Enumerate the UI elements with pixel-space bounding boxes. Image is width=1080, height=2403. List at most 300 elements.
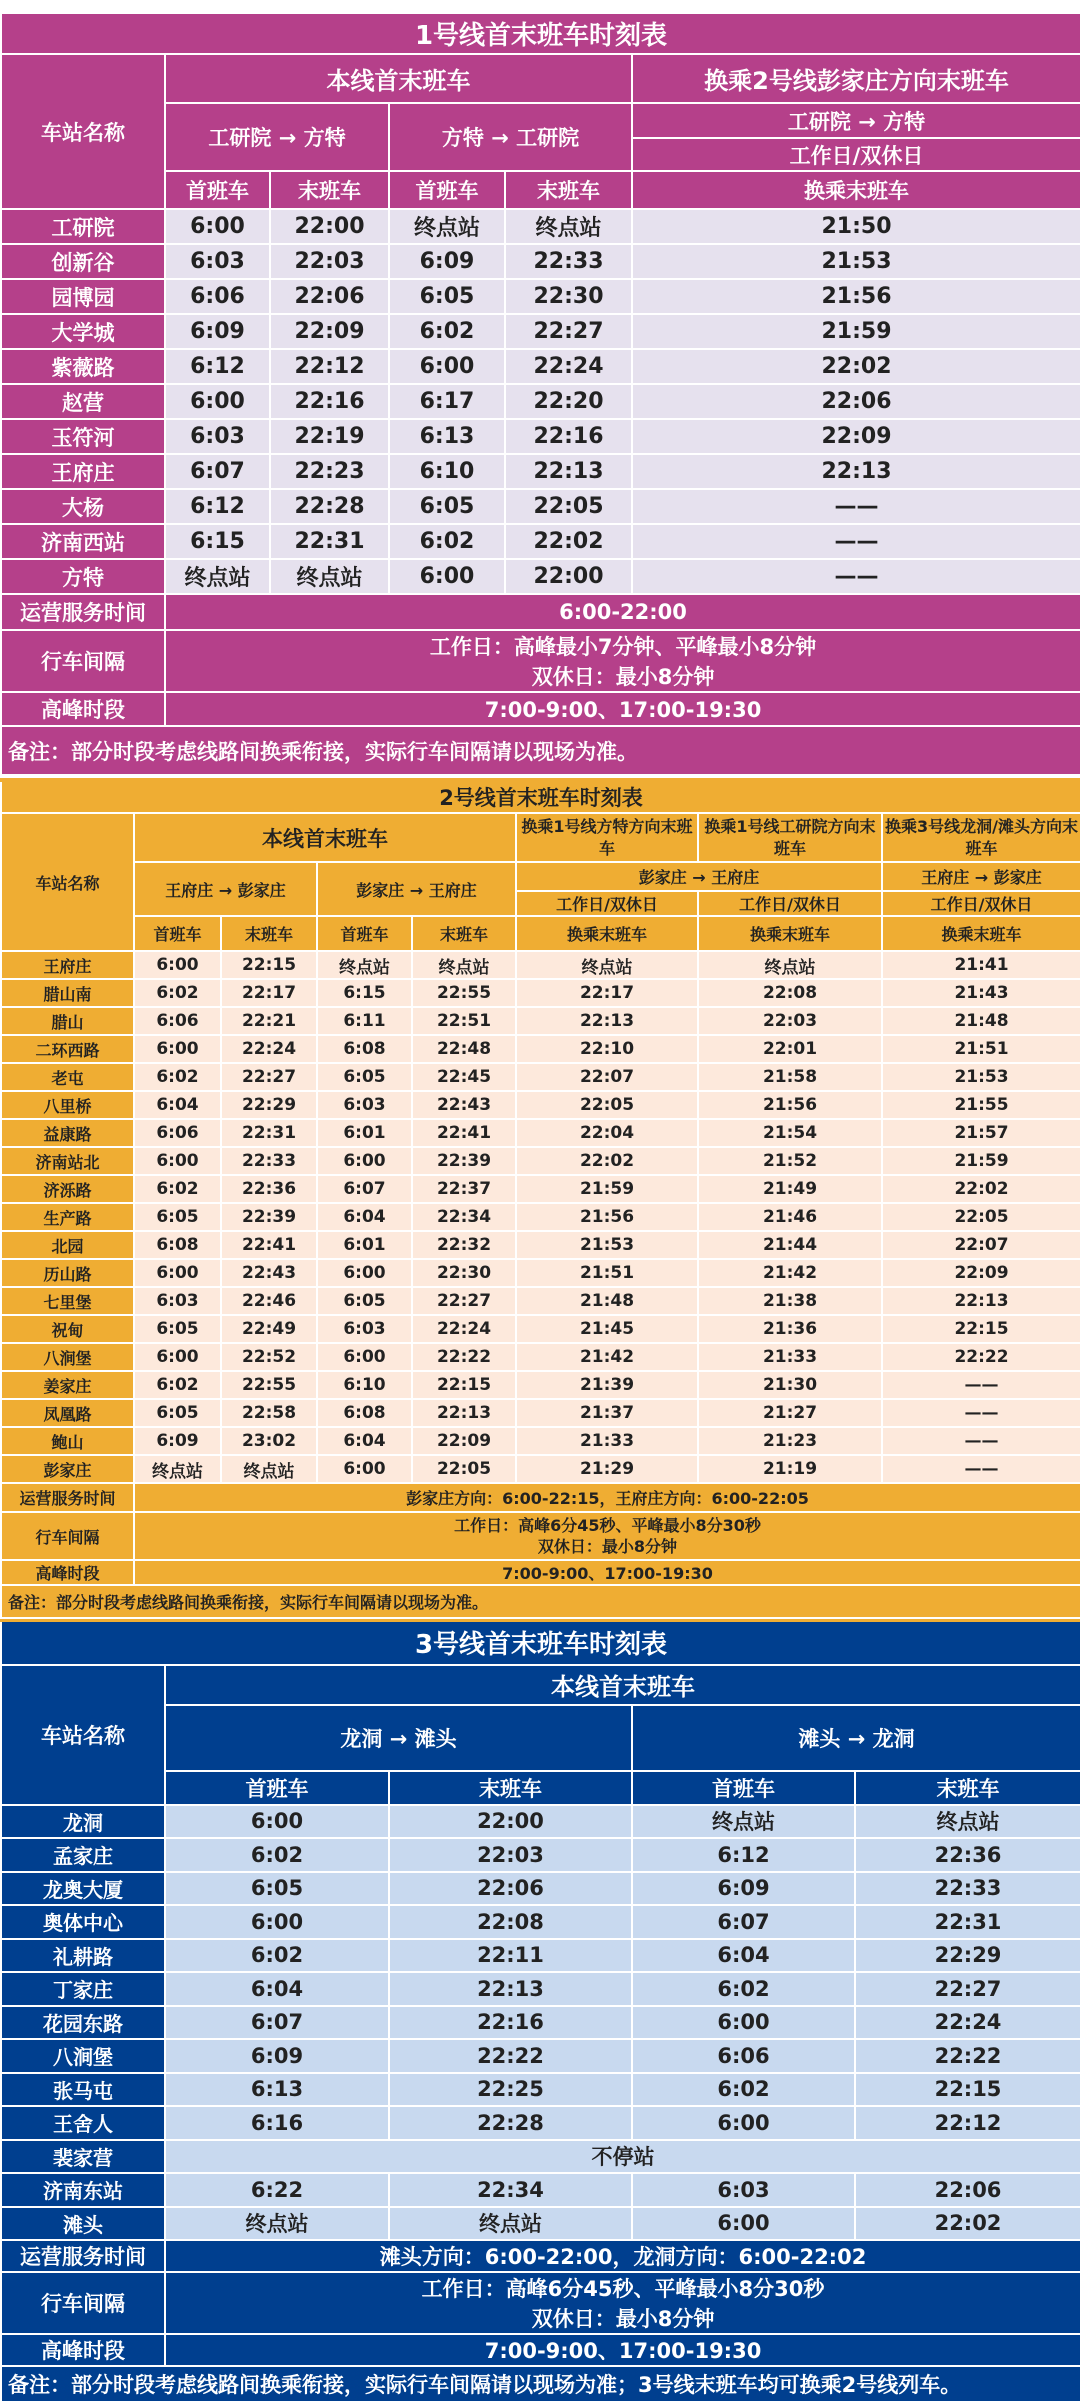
table-row [1, 979, 1080, 1007]
time-cell: 21:42 [698, 1259, 882, 1287]
table-row [1, 1427, 1080, 1455]
time-cell: 6:12 [165, 349, 270, 384]
time-cell: 6:05 [134, 1203, 221, 1231]
time-cell: 22:13 [882, 1287, 1080, 1315]
time-cell: 21:38 [698, 1287, 882, 1315]
first-train-header: 首班车 [134, 916, 221, 951]
own-line-header: 本线首末班车 [134, 813, 516, 862]
table-row [1, 1007, 1080, 1035]
station-name: 赵营 [1, 384, 165, 419]
time-cell: 22:33 [505, 244, 632, 279]
time-cell: 21:46 [698, 1203, 882, 1231]
station-name: 裴家营 [1, 2140, 165, 2174]
time-cell: 6:16 [165, 2106, 389, 2140]
time-cell: 6:00 [632, 2006, 855, 2040]
time-cell: 6:09 [632, 1872, 855, 1906]
station-name: 创新谷 [1, 244, 165, 279]
time-cell: 6:11 [317, 1007, 412, 1035]
peak-label: 高峰时段 [1, 692, 165, 726]
last-train-header: 末班车 [270, 171, 389, 209]
last-train-header: 末班车 [855, 1771, 1080, 1805]
time-cell: 22:17 [221, 979, 317, 1007]
line2-title: 2号线首末班车时刻表 [1, 780, 1080, 813]
table-row [1, 2207, 1080, 2241]
time-cell: 6:05 [134, 1399, 221, 1427]
table-row [1, 1119, 1080, 1147]
time-cell: 6:00 [165, 209, 270, 244]
last-train-header: 末班车 [412, 916, 516, 951]
transfer-last-header: 换乘末班车 [882, 916, 1080, 951]
station-name: 八涧堡 [1, 1343, 134, 1371]
time-cell: 6:10 [317, 1371, 412, 1399]
station-name: 方特 [1, 559, 165, 594]
time-cell: 22:39 [221, 1203, 317, 1231]
time-cell: 22:23 [270, 454, 389, 489]
time-cell: 21:42 [516, 1343, 698, 1371]
table-row [1, 384, 1080, 419]
last-train-header: 末班车 [389, 1771, 632, 1805]
own-line-header: 本线首末班车 [165, 1665, 1080, 1705]
table-row [1, 2140, 1080, 2174]
time-cell: 6:00 [134, 951, 221, 979]
time-cell: 21:36 [698, 1315, 882, 1343]
station-header: 车站名称 [1, 1665, 165, 1805]
time-cell: 6:15 [317, 979, 412, 1007]
time-cell: 22:27 [412, 1287, 516, 1315]
time-cell: 6:06 [632, 2039, 855, 2073]
interval-label: 行车间隔 [1, 630, 165, 692]
station-name: 八里桥 [1, 1091, 134, 1119]
time-cell: 21:56 [516, 1203, 698, 1231]
time-cell: 21:59 [632, 314, 1080, 349]
time-cell: 22:33 [855, 1872, 1080, 1906]
station-name: 八涧堡 [1, 2039, 165, 2073]
interval-weekend: 双休日：最小8分钟 [531, 665, 715, 689]
table-row [1, 1399, 1080, 1427]
table-row [1, 1175, 1080, 1203]
time-cell: 21:33 [698, 1343, 882, 1371]
time-cell: 22:07 [882, 1231, 1080, 1259]
table-row [1, 1035, 1080, 1063]
time-cell: 22:24 [412, 1315, 516, 1343]
interval-weekday: 工作日：高峰6分45秒、平峰最小8分30秒 [454, 1516, 761, 1535]
time-cell: 22:29 [221, 1091, 317, 1119]
station-name: 礼耕路 [1, 1939, 165, 1973]
time-cell: 22:31 [270, 524, 389, 559]
time-cell: 21:53 [882, 1063, 1080, 1091]
time-cell: 6:03 [165, 244, 270, 279]
time-cell: 21:53 [516, 1231, 698, 1259]
time-cell: —— [632, 524, 1080, 559]
time-cell: 21:55 [882, 1091, 1080, 1119]
interval-weekend: 双休日：最小8分钟 [531, 2307, 715, 2331]
transfer2-header: 换乘1号线工研院方向末班车 [698, 813, 882, 862]
time-cell: 22:29 [855, 1939, 1080, 1973]
time-cell: 22:13 [632, 454, 1080, 489]
time-cell: 21:50 [632, 209, 1080, 244]
table-row [1, 1939, 1080, 1973]
time-cell: 6:00 [134, 1259, 221, 1287]
note: 备注：部分时段考虑线路间换乘衔接，实际行车间隔请以现场为准。 [1, 1585, 1080, 1618]
station-name: 工研院 [1, 209, 165, 244]
service-label: 运营服务时间 [1, 1483, 134, 1512]
station-name: 济泺路 [1, 1175, 134, 1203]
time-cell: 6:02 [389, 524, 505, 559]
time-cell: 22:22 [389, 2039, 632, 2073]
transfer-last-header: 换乘末班车 [632, 171, 1080, 209]
station-name: 龙洞 [1, 1805, 165, 1839]
station-name: 鲍山 [1, 1427, 134, 1455]
table-row [1, 454, 1080, 489]
time-cell: —— [882, 1427, 1080, 1455]
time-cell: 22:03 [270, 244, 389, 279]
first-train-header: 首班车 [632, 1771, 855, 1805]
time-cell: 6:03 [165, 419, 270, 454]
transfer-header: 换乘2号线彭家庄方向末班车 [632, 54, 1080, 103]
time-cell: 6:00 [134, 1147, 221, 1175]
time-cell: 22:06 [389, 1872, 632, 1906]
table-row [1, 349, 1080, 384]
time-cell: 终点站 [389, 209, 505, 244]
time-cell: 6:00 [389, 559, 505, 594]
time-cell: 6:07 [632, 1905, 855, 1939]
table-row [1, 524, 1080, 559]
table-row [1, 1287, 1080, 1315]
time-cell: 6:12 [632, 1838, 855, 1872]
time-cell: 22:06 [632, 384, 1080, 419]
time-cell: 6:02 [134, 1063, 221, 1091]
time-cell: 22:01 [698, 1035, 882, 1063]
station-name: 王府庄 [1, 951, 134, 979]
time-cell: 22:31 [221, 1119, 317, 1147]
table-row [1, 2173, 1080, 2207]
time-cell: 终点站 [165, 2207, 389, 2241]
time-cell: 6:03 [134, 1287, 221, 1315]
time-cell: 22:55 [221, 1371, 317, 1399]
station-name: 玉符河 [1, 419, 165, 454]
station-name: 花园东路 [1, 2006, 165, 2040]
time-cell: 6:02 [165, 1939, 389, 1973]
time-cell: 6:02 [632, 2073, 855, 2107]
time-cell: 22:13 [516, 1007, 698, 1035]
time-cell: 6:13 [389, 419, 505, 454]
direction-2: 方特 → 工研院 [389, 103, 632, 171]
direction-1: 工研院 → 方特 [165, 103, 389, 171]
time-cell: 6:09 [165, 2039, 389, 2073]
table-row [1, 489, 1080, 524]
time-cell: 22:05 [412, 1455, 516, 1483]
table-row [1, 1805, 1080, 1839]
station-name: 丁家庄 [1, 1972, 165, 2006]
time-cell: 终点站 [412, 951, 516, 979]
time-cell: 终点站 [317, 951, 412, 979]
peak-label: 高峰时段 [1, 1560, 134, 1585]
time-cell: 22:32 [412, 1231, 516, 1259]
station-name: 园博园 [1, 279, 165, 314]
table-row [1, 279, 1080, 314]
station-name: 彭家庄 [1, 1455, 134, 1483]
time-cell: 终点站 [270, 559, 389, 594]
time-cell: 21:56 [698, 1091, 882, 1119]
station-name: 腊山南 [1, 979, 134, 1007]
station-name: 孟家庄 [1, 1838, 165, 1872]
time-cell: 22:41 [221, 1231, 317, 1259]
time-cell: 6:04 [165, 1972, 389, 2006]
time-cell: 22:27 [505, 314, 632, 349]
table-row [1, 2106, 1080, 2140]
table-row [1, 419, 1080, 454]
time-cell: 22:15 [855, 2073, 1080, 2107]
time-cell: 6:08 [317, 1399, 412, 1427]
time-cell: 22:05 [516, 1091, 698, 1119]
time-cell: —— [632, 489, 1080, 524]
station-name: 滩头 [1, 2207, 165, 2241]
time-cell: 22:06 [270, 279, 389, 314]
time-cell: 6:00 [317, 1259, 412, 1287]
time-cell: —— [882, 1399, 1080, 1427]
time-cell: 22:43 [221, 1259, 317, 1287]
table-row [1, 1838, 1080, 1872]
time-cell: 6:02 [134, 1175, 221, 1203]
transfer12-direction: 彭家庄 → 王府庄 [516, 862, 882, 891]
time-cell: 22:46 [221, 1287, 317, 1315]
table-row [1, 1203, 1080, 1231]
time-cell: 6:09 [389, 244, 505, 279]
time-cell: 22:15 [221, 951, 317, 979]
time-cell: 22:02 [882, 1175, 1080, 1203]
station-name: 张马屯 [1, 2073, 165, 2107]
station-name: 奥体中心 [1, 1905, 165, 1939]
time-cell: 21:56 [632, 279, 1080, 314]
time-cell: 6:02 [632, 1972, 855, 2006]
time-cell: 21:33 [516, 1427, 698, 1455]
time-cell: 22:20 [505, 384, 632, 419]
time-cell: 22:34 [389, 2173, 632, 2207]
time-cell: 6:02 [165, 1838, 389, 1872]
time-cell: 22:30 [505, 279, 632, 314]
time-cell: 6:04 [317, 1203, 412, 1231]
table-row [1, 244, 1080, 279]
time-cell: 6:00 [165, 1905, 389, 1939]
time-cell: 22:16 [389, 2006, 632, 2040]
time-cell: 22:08 [698, 979, 882, 1007]
time-cell: 6:00 [632, 2106, 855, 2140]
time-cell: 6:06 [134, 1119, 221, 1147]
time-cell: 22:52 [221, 1343, 317, 1371]
time-cell: 6:03 [632, 2173, 855, 2207]
time-cell: 终点站 [134, 1455, 221, 1483]
time-cell: 22:58 [221, 1399, 317, 1427]
time-cell: 6:00 [632, 2207, 855, 2241]
time-cell: 22:02 [516, 1147, 698, 1175]
time-cell: 22:55 [412, 979, 516, 1007]
time-cell: 6:09 [134, 1427, 221, 1455]
time-cell: 22:24 [221, 1035, 317, 1063]
last-train-header: 末班车 [505, 171, 632, 209]
station-name: 济南站北 [1, 1147, 134, 1175]
table-row [1, 1872, 1080, 1906]
time-cell: 22:27 [855, 1972, 1080, 2006]
time-cell: 22:10 [516, 1035, 698, 1063]
peak-hours: 7:00-9:00、17:00-19:30 [165, 2334, 1080, 2366]
time-cell: 22:13 [412, 1399, 516, 1427]
time-cell: 22:00 [505, 559, 632, 594]
time-cell: 21:48 [882, 1007, 1080, 1035]
interval-value [165, 2272, 1080, 2334]
time-cell: 21:43 [882, 979, 1080, 1007]
time-cell: 22:15 [882, 1315, 1080, 1343]
table-row [1, 1063, 1080, 1091]
time-cell: 6:08 [134, 1231, 221, 1259]
time-cell: 终点站 [165, 559, 270, 594]
station-name: 北园 [1, 1231, 134, 1259]
station-name: 王舍人 [1, 2106, 165, 2140]
time-cell: 22:02 [632, 349, 1080, 384]
service-label: 运营服务时间 [1, 594, 165, 630]
time-cell: 21:59 [882, 1147, 1080, 1175]
time-cell: 6:07 [165, 454, 270, 489]
table-row [1, 209, 1080, 244]
transfer-days: 工作日/双休日 [632, 138, 1080, 171]
time-cell: 终点站 [698, 951, 882, 979]
interval-value [134, 1512, 1080, 1560]
time-cell: 21:19 [698, 1455, 882, 1483]
time-cell: 21:39 [516, 1371, 698, 1399]
transfer3-direction: 王府庄 → 彭家庄 [882, 862, 1080, 891]
service-label: 运营服务时间 [1, 2240, 165, 2272]
service-hours: 6:00-22:00 [165, 594, 1080, 630]
time-cell: 22:37 [412, 1175, 516, 1203]
time-cell: 21:49 [698, 1175, 882, 1203]
station-name: 济南西站 [1, 524, 165, 559]
time-cell: 6:05 [165, 1872, 389, 1906]
time-cell: 21:48 [516, 1287, 698, 1315]
time-cell: 22:12 [855, 2106, 1080, 2140]
station-name: 腊山 [1, 1007, 134, 1035]
time-cell: 不停站 [165, 2140, 1080, 2174]
time-cell: 22:48 [412, 1035, 516, 1063]
peak-hours: 7:00-9:00、17:00-19:30 [165, 692, 1080, 726]
station-name: 大杨 [1, 489, 165, 524]
time-cell: 21:45 [516, 1315, 698, 1343]
table-row [1, 559, 1080, 594]
time-cell: 22:45 [412, 1063, 516, 1091]
time-cell: 6:08 [317, 1035, 412, 1063]
time-cell: 21:51 [882, 1035, 1080, 1063]
time-cell: 22:21 [221, 1007, 317, 1035]
time-cell: 22:11 [389, 1939, 632, 1973]
station-name: 济南东站 [1, 2173, 165, 2207]
station-name: 生产路 [1, 1203, 134, 1231]
station-name: 益康路 [1, 1119, 134, 1147]
table-row [1, 1147, 1080, 1175]
time-cell: 6:05 [134, 1315, 221, 1343]
first-train-header: 首班车 [165, 171, 270, 209]
time-cell: 21:29 [516, 1455, 698, 1483]
time-cell: 6:17 [389, 384, 505, 419]
interval-label: 行车间隔 [1, 2272, 165, 2334]
transfer-last-header: 换乘末班车 [698, 916, 882, 951]
time-cell: 22:41 [412, 1119, 516, 1147]
service-hours: 彭家庄方向：6:00-22:15，王府庄方向：6:00-22:05 [134, 1483, 1080, 1512]
direction-1: 王府庄 → 彭家庄 [134, 862, 317, 916]
time-cell: 21:44 [698, 1231, 882, 1259]
station-name: 大学城 [1, 314, 165, 349]
transfer-last-header: 换乘末班车 [516, 916, 698, 951]
time-cell: 6:15 [165, 524, 270, 559]
interval-weekday: 工作日：高峰6分45秒、平峰最小8分30秒 [421, 2277, 825, 2301]
station-name: 七里堡 [1, 1287, 134, 1315]
time-cell: 22:12 [270, 349, 389, 384]
time-cell: 6:00 [317, 1343, 412, 1371]
direction-1: 龙洞 → 滩头 [165, 1705, 632, 1771]
time-cell: 22:22 [855, 2039, 1080, 2073]
time-cell: 6:01 [317, 1231, 412, 1259]
table-row [1, 951, 1080, 979]
table-row [1, 1371, 1080, 1399]
time-cell: 6:06 [165, 279, 270, 314]
time-cell: 6:09 [165, 314, 270, 349]
line2-timetable [0, 778, 1080, 1619]
time-cell: 6:02 [134, 1371, 221, 1399]
time-cell: 22:49 [221, 1315, 317, 1343]
time-cell: 22:03 [698, 1007, 882, 1035]
time-cell: 6:05 [317, 1063, 412, 1091]
first-train-header: 首班车 [389, 171, 505, 209]
time-cell: 22:22 [882, 1343, 1080, 1371]
time-cell: 21:37 [516, 1399, 698, 1427]
time-cell: 22:09 [412, 1427, 516, 1455]
time-cell: 21:41 [882, 951, 1080, 979]
time-cell: 22:28 [389, 2106, 632, 2140]
time-cell: 6:05 [389, 279, 505, 314]
transfer3-header: 换乘3号线龙洞/滩头方向末班车 [882, 813, 1080, 862]
time-cell: 22:07 [516, 1063, 698, 1091]
station-name: 王府庄 [1, 454, 165, 489]
time-cell: 22:02 [505, 524, 632, 559]
time-cell: 6:05 [317, 1287, 412, 1315]
time-cell: 6:04 [632, 1939, 855, 1973]
time-cell: 22:13 [389, 1972, 632, 2006]
last-train-header: 末班车 [221, 916, 317, 951]
interval-weekend: 双休日：最小8分钟 [537, 1537, 678, 1556]
time-cell: 21:52 [698, 1147, 882, 1175]
time-cell: 21:30 [698, 1371, 882, 1399]
station-name: 凤凰路 [1, 1399, 134, 1427]
time-cell: 6:00 [134, 1035, 221, 1063]
time-cell: 6:03 [317, 1091, 412, 1119]
time-cell: 终点站 [505, 209, 632, 244]
own-line-header: 本线首末班车 [165, 54, 632, 103]
transfer-days: 工作日/双休日 [516, 891, 698, 916]
time-cell: 6:01 [317, 1119, 412, 1147]
time-cell: 22:17 [516, 979, 698, 1007]
time-cell: 22:24 [505, 349, 632, 384]
peak-hours: 7:00-9:00、17:00-19:30 [134, 1560, 1080, 1585]
time-cell: 22:22 [412, 1343, 516, 1371]
table-row [1, 314, 1080, 349]
time-cell: 6:22 [165, 2173, 389, 2207]
time-cell: 终点站 [516, 951, 698, 979]
transfer-days: 工作日/双休日 [698, 891, 882, 916]
time-cell: 6:12 [165, 489, 270, 524]
time-cell: 6:07 [165, 2006, 389, 2040]
first-train-header: 首班车 [165, 1771, 389, 1805]
table-row [1, 1091, 1080, 1119]
time-cell: 终点站 [855, 1805, 1080, 1839]
time-cell: 22:28 [270, 489, 389, 524]
interval-value [165, 630, 1080, 692]
